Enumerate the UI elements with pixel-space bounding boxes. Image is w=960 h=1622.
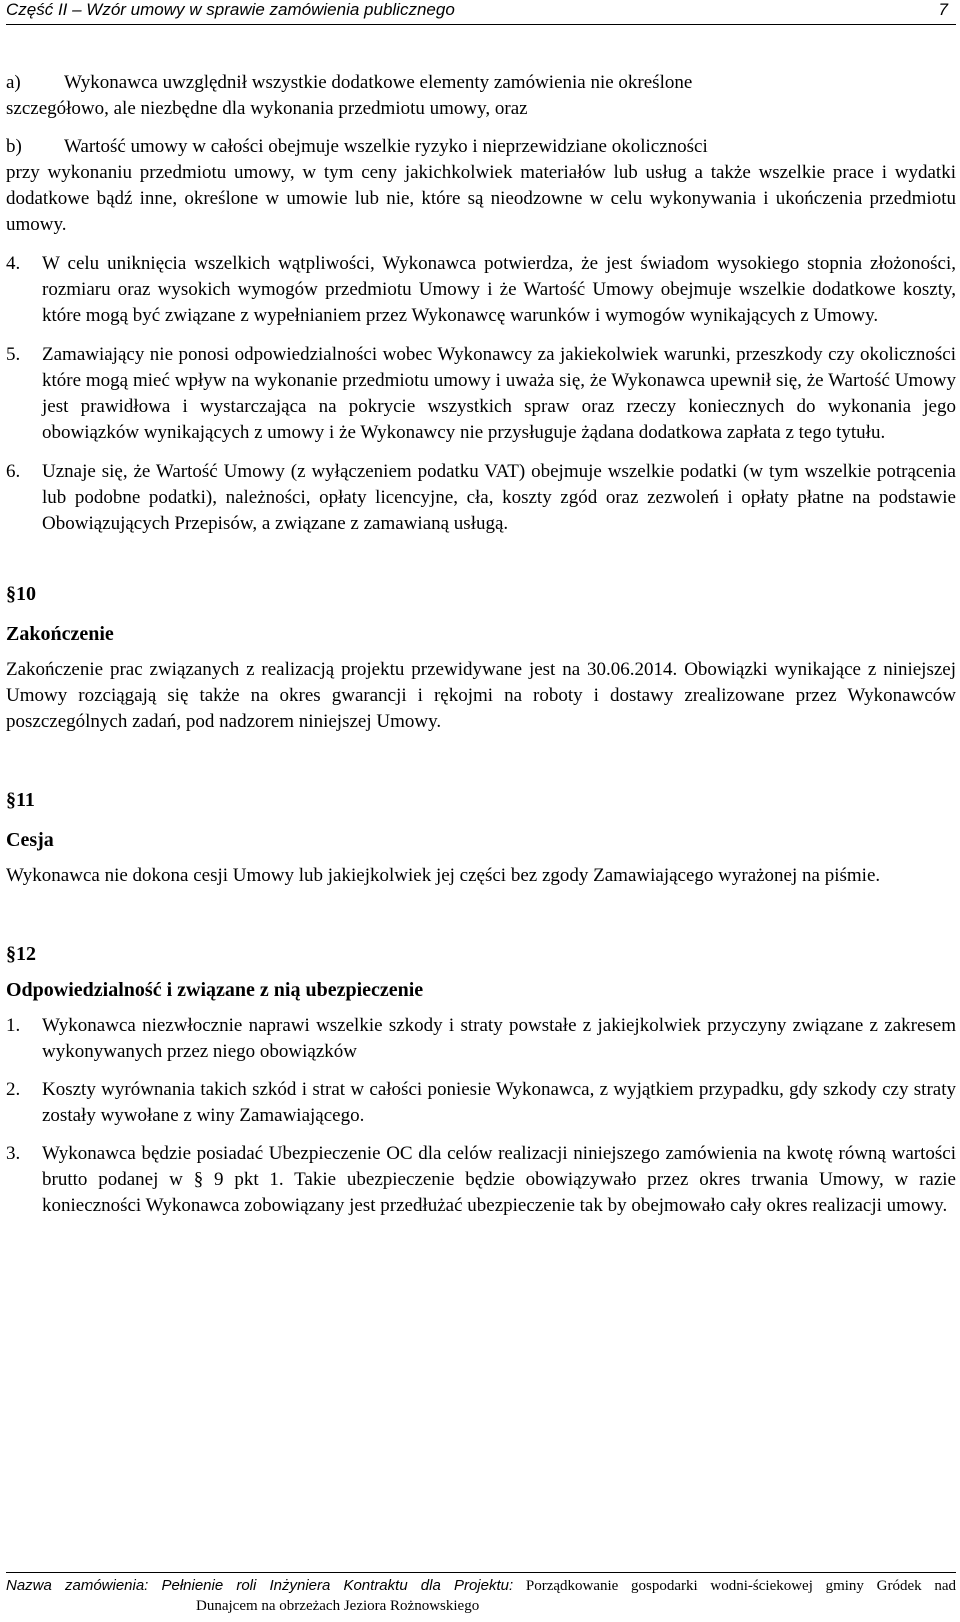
section-12-item-1 (6, 1013, 956, 1065)
list-item-a (6, 70, 956, 96)
paragraph-6-number: 6. (6, 461, 21, 482)
paragraph-5-number: 5. (6, 344, 21, 365)
section-12-title: Odpowiedzialność i związane z nią ubezpieczenie (6, 979, 424, 1001)
section-10-number: §10 (6, 583, 36, 605)
paragraph-6-text: Uznaje się, że Wartość Umowy (z wyłączeniem podatku VAT) obejmuje wszelkie podatki (w tym wszelkie potrącenia lub podobne podatki), należności, opłaty licencyjne, cła, koszty zgód oraz zezwoleń i opłaty płatne na podstawie Obowiązujących Przepisów, a związane z zamawianą usługą. (42, 461, 956, 534)
list-item-b (6, 134, 956, 160)
item-a-first-line: Wykonawca uwzględnił wszystkie dodatkowe elementy zamówienia nie określone (64, 72, 693, 93)
footer-line-1 (6, 1576, 956, 1596)
page-footer (6, 1572, 956, 1616)
section-12-number: §12 (6, 943, 36, 965)
footer-label: Nazwa zamówienia: Pełnienie roli Inżyniera Kontraktu dla Projektu: (6, 1577, 514, 1594)
document-body (6, 70, 956, 1219)
footer-project-name: Porządkowanie gospodarki wodni-ściekowej gminy Gródek nad (525, 1578, 957, 1594)
paragraph-4-number: 4. (6, 253, 21, 274)
section-12-item-3 (6, 1141, 956, 1219)
section-12-item-1-number: 1. (6, 1015, 21, 1036)
section-12-item-3-number: 3. (6, 1143, 21, 1164)
section-12-item-2 (6, 1077, 956, 1129)
section-10-text: Zakończenie prac związanych z realizacją projektu przewidywane jest na 30.06.2014. Obowiązki wynikające z niniejszej Umowy rozciągają się także na okres gwarancji i rękojmi na roboty i dostawy zrealizowane przez Wykonawców poszczególnych zadań, pod nadzorem niniejszej Umowy. (6, 659, 956, 732)
header-title: Część II – Wzór umowy w sprawie zamówienia publicznego (6, 0, 455, 19)
section-12-item-1-text: Wykonawca niezwłocznie naprawi wszelkie szkody i straty powstałe z jakiejkolwiek przyczyny związane z zakresem wykonywanych przez niego obowiązków (42, 1015, 956, 1062)
paragraph-4 (6, 251, 956, 329)
section-11-text: Wykonawca nie dokona cesji Umowy lub jakiejkolwiek jej części bez zgody Zamawiającego wyrażonej na piśmie. (6, 865, 881, 886)
item-b-label: b) (6, 136, 22, 157)
page-header (6, 0, 956, 25)
section-11-number: §11 (6, 789, 35, 811)
item-a-continuation: szczegółowo, ale niezbędne dla wykonania przedmiotu umowy, oraz (6, 98, 528, 119)
section-12-item-2-number: 2. (6, 1079, 21, 1100)
section-12-item-2-text: Koszty wyrównania takich szkód i strat w całości poniesie Wykonawca, z wyjątkiem przypadku, gdy szkody czy straty zostały wywołane z winy Zamawiającego. (42, 1079, 956, 1126)
section-12-item-3-text: Wykonawca będzie posiadać Ubezpieczenie OC dla celów realizacji niniejszego zamówienia na kwotę równą wartości brutto podanej w § 9 pkt 1. Takie ubezpieczenie będzie obowiązywało przez okres trwania Umowy, w razie konieczności Wykonawca zobowiązany jest przedłużać ubezpieczenie tak by obejmowało cały okres realizacji umowy. (42, 1143, 956, 1216)
paragraph-5 (6, 342, 956, 446)
paragraph-4-text: W celu uniknięcia wszelkich wątpliwości, Wykonawca potwierdza, że jest świadom wysokiego stopnia złożoności, rozmiaru oraz wysokich wymogów przedmiotu Umowy i że Wartość Umowy obejmuje wszelkie dodatkowe koszty, które mogą być związane z wypełnianiem przez Wykonawcę warunków i wymogów wynikających z Umowy. (42, 253, 956, 326)
item-b-first-line: Wartość umowy w całości obejmuje wszelkie ryzyko i nieprzewidziane okoliczności (64, 136, 708, 157)
footer-line-2: Dunajcem na obrzeżach Jeziora Rożnowskiego (196, 1598, 480, 1614)
paragraph-5-text: Zamawiający nie ponosi odpowiedzialności wobec Wykonawcy za jakiekolwiek warunki, przeszkody czy okoliczności które mogą mieć wpływ na wykonanie przedmiotu umowy i uważa się, że Wykonawca upewnił się, że Wartość Umowy jest prawidłowa i wystarczająca na pokrycie wszystkich spraw oraz rzeczy koniecznych do wykonania jego obowiązków wynikających z umowy i że Wykonawcy nie przysługuje żądana dodatkowa zapłata z tego tytułu. (42, 344, 956, 443)
page-number: 7 (938, 0, 948, 19)
section-11-title: Cesja (6, 829, 54, 851)
item-b-continuation: przy wykonaniu przedmiotu umowy, w tym ceny jakichkolwiek materiałów lub usług a także wszelkie prace i wydatki dodatkowe bądź inne, określone w umowie lub nie, które są nieodzowne w celu wykonywania i ukończenia przedmiotu umowy. (6, 162, 956, 235)
paragraph-6 (6, 459, 956, 537)
item-a-label: a) (6, 72, 21, 93)
section-10-title: Zakończenie (6, 623, 114, 645)
